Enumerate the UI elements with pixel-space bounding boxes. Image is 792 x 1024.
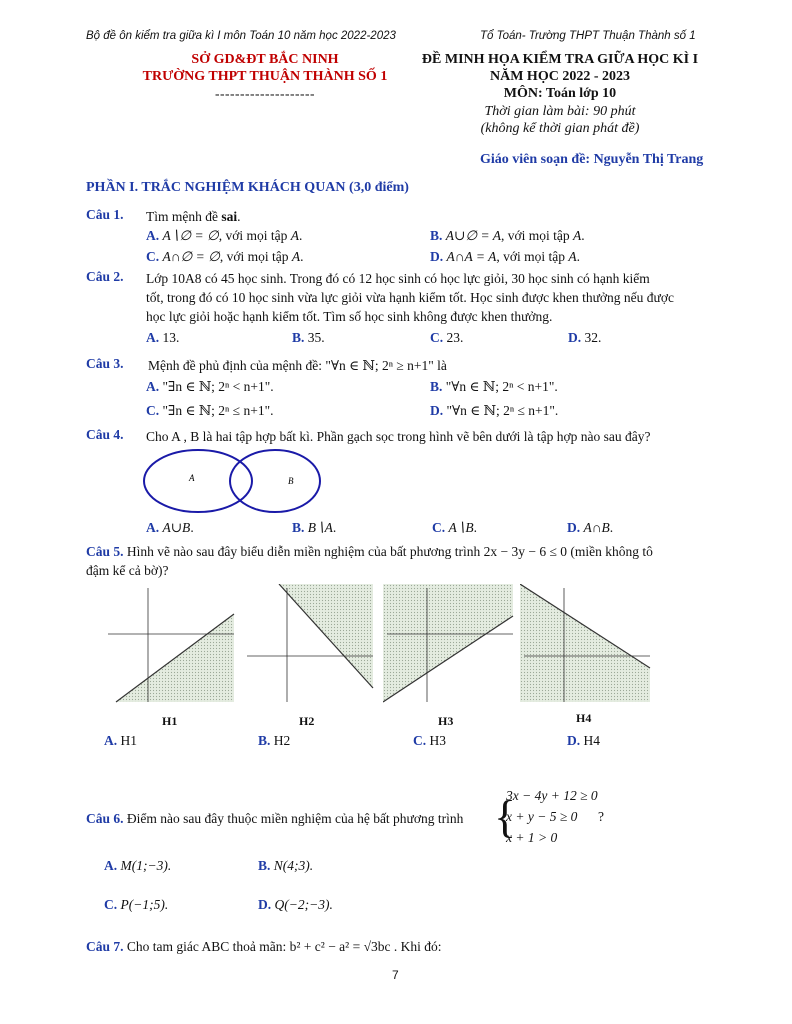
h3-shaded-region <box>383 584 513 702</box>
section-title: PHẦN I. TRẮC NGHIỆM KHÁCH QUAN (3,0 điểm) <box>86 180 409 195</box>
q5-option-d[interactable]: D. H4 <box>567 733 600 748</box>
exam-year: NĂM HỌC 2022 - 2023 <box>490 69 630 84</box>
q6-option-d[interactable]: D. Q(−2;−3). <box>258 897 333 912</box>
school-name: TRƯỜNG THPT THUẬN THÀNH SỐ 1 <box>142 69 388 84</box>
q6-option-a[interactable]: A. M(1;−3). <box>104 858 172 873</box>
q5-option-c[interactable]: C. H3 <box>413 733 446 748</box>
q3-text: Mệnh đề phủ định của mệnh đề: "∀n ∈ ℕ; 2ⁿ ≥ n+1" là <box>148 358 447 373</box>
graph-h3-label: H3 <box>438 714 454 728</box>
q4-option-b[interactable]: B. B∖A. <box>292 520 337 535</box>
exam-title: ĐỀ MINH HỌA KIỂM TRA GIỮA HỌC KÌ I <box>421 52 699 67</box>
q2-option-d[interactable]: D. 32. <box>568 330 602 345</box>
q6-system-line-3: x + 1 > 0 <box>506 830 558 845</box>
graph-h3[interactable] <box>383 584 515 704</box>
q5-option-a[interactable]: A. H1 <box>104 733 137 748</box>
q3-option-d[interactable]: D. "∀n ∈ ℕ; 2ⁿ ≤ n+1". <box>430 403 559 418</box>
q3-label: Câu 3. <box>86 356 124 371</box>
q1-option-d[interactable]: D. A∩A = A, với mọi tập A. <box>430 249 581 264</box>
q3-option-c[interactable]: C. "∃n ∈ ℕ; 2ⁿ ≤ n+1". <box>146 403 274 418</box>
q2-option-c[interactable]: C. 23. <box>430 330 464 345</box>
q2-option-b[interactable]: B. 35. <box>292 330 325 345</box>
q2-label: Câu 2. <box>86 269 124 284</box>
school-dept: SỞ GD&ĐT BẮC NINH <box>191 52 339 67</box>
q1-option-b[interactable]: B. A∪∅ = A, với mọi tập A. <box>430 228 585 243</box>
q6-brace: { <box>494 791 517 842</box>
school-rule: -------------------- <box>215 86 315 101</box>
q7-text: Câu 7. Cho tam giác ABC thoả mãn: b² + c² − a² = √3bc . Khi đó: <box>86 939 442 954</box>
q6-option-c[interactable]: C. P(−1;5). <box>104 897 169 912</box>
venn-set-a <box>144 450 252 512</box>
q2-option-a[interactable]: A. 13. <box>146 330 180 345</box>
running-header-right: Tổ Toán- Trường THPT Thuận Thành số 1 <box>480 30 696 42</box>
h4-shaded-region <box>520 584 650 702</box>
q3-option-a[interactable]: A. "∃n ∈ ℕ; 2ⁿ < n+1". <box>146 379 274 394</box>
exam-note: (không kể thời gian phát đề) <box>480 121 640 136</box>
q4-label: Câu 4. <box>86 427 124 442</box>
q4-option-a[interactable]: A. A∪B. <box>146 520 194 535</box>
q4-option-c[interactable]: C. A∖B. <box>432 520 477 535</box>
q4-text: Cho A , B là hai tập hợp bất kì. Phần gạch sọc trong hình vẽ bên dưới là tập hợp nào sau đây? <box>146 429 651 444</box>
graph-h1-label: H1 <box>162 714 178 728</box>
q5-option-b[interactable]: B. H2 <box>258 733 291 748</box>
q6-option-b[interactable]: B. N(4;3). <box>258 858 314 873</box>
venn-diagram <box>140 446 330 518</box>
q6-question-mark: ? <box>598 809 604 824</box>
q5-text: Câu 5. Hình vẽ nào sau đây biểu diễn miền nghiệm của bất phương trình 2x − 3y − 6 ≤ 0 (miền không tô đậm kể cả bờ)? <box>86 544 653 578</box>
exam-subject: MÔN: Toán lớp 10 <box>503 86 617 101</box>
graph-h2-label: H2 <box>299 714 315 728</box>
q1-text: Tìm mệnh đề sai. <box>146 209 241 224</box>
q2-text: Lớp 10A8 có 45 học sinh. Trong đó có 12 học sinh có học lực giỏi, 30 học sinh có hạnh kiểm tốt, trong đó có 10 học sinh vừa lực giỏi vừa hạnh kiểm tốt. Học sinh được khen thưởng nếu được học lực giỏi hoặc hạnh kiểm tốt. Tìm số học sinh không được khen thưởng. <box>146 271 674 324</box>
page-number: 7 <box>392 968 399 982</box>
exam-teacher: Giáo viên soạn đề: Nguyễn Thị Trang <box>480 152 704 167</box>
q1-option-a[interactable]: A. A∖∅ = ∅, với mọi tập A. <box>146 228 303 243</box>
q3-option-b[interactable]: B. "∀n ∈ ℕ; 2ⁿ < n+1". <box>430 379 558 394</box>
venn-label-a: A <box>189 473 195 483</box>
graph-h1[interactable] <box>104 584 236 704</box>
running-header-left: Bộ đề ôn kiểm tra giữa kì I môn Toán 10 năm học 2022-2023 <box>86 30 396 42</box>
venn-set-b <box>230 450 320 512</box>
graph-h4-label: H4 <box>576 711 592 725</box>
q6-system-line-2: x + y − 5 ≥ 0 <box>506 809 578 824</box>
venn-label-b: B <box>288 476 294 486</box>
q1-label: Câu 1. <box>86 207 124 222</box>
q6-system-line-1: 3x − 4y + 12 ≥ 0 <box>506 788 598 803</box>
exam-time: Thời gian làm bài: 90 phút <box>484 104 636 119</box>
graph-h4[interactable] <box>520 584 652 704</box>
q4-option-d[interactable]: D. A∩B. <box>567 520 614 535</box>
graph-h2[interactable] <box>243 584 375 704</box>
q6-text: Câu 6. Điểm nào sau đây thuộc miền nghiệm của hệ bất phương trình <box>86 811 464 826</box>
q1-option-c[interactable]: C. A∩∅ = ∅, với mọi tập A. <box>146 249 304 264</box>
